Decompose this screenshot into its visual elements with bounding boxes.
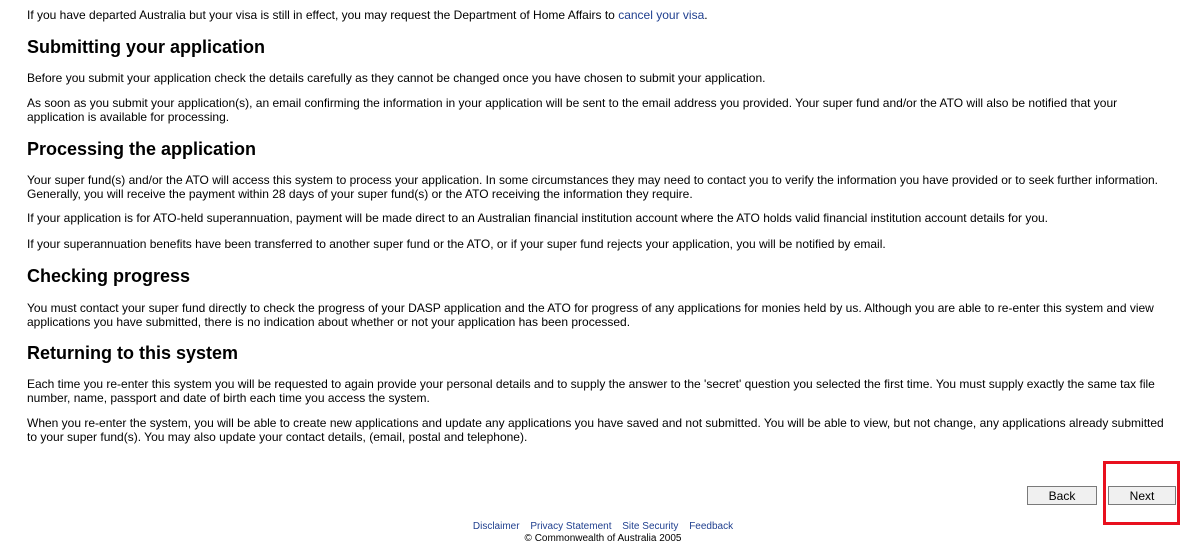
heading-submitting: Submitting your application bbox=[27, 37, 265, 57]
submitting-paragraph-2: As soon as you submit your application(s), an email confirming the information in your application will be sent to the email address you provided. Your super fund and/or the ATO will also be notified that your application is available for processing. bbox=[27, 96, 1118, 124]
checking-paragraph-1: You must contact your super fund directly to check the progress of your DASP application and the ATO for progress of any applications for monies held by us. Although you are able to re-enter this system and view applications you have submitted, there is no indication about whether or not your application has been processed. bbox=[27, 301, 1154, 329]
footer-link-privacy-statement[interactable]: Privacy Statement bbox=[530, 521, 612, 532]
processing-paragraph-1: Your super fund(s) and/or the ATO will access this system to process your application. In some circumstances they may need to contact you to verify the information you have provided or to seek further information. Generally, you will receive the payment within 28 days of your super fund(s) or the ATO receiving the information they require. bbox=[27, 173, 1158, 201]
next-button[interactable]: Next bbox=[1108, 486, 1176, 505]
intro-paragraph bbox=[27, 8, 708, 22]
copyright: © Commonwealth of Australia 2005 bbox=[524, 533, 682, 544]
footer-link-disclaimer[interactable]: Disclaimer bbox=[472, 521, 520, 532]
next-button-highlight bbox=[1103, 461, 1180, 525]
footer-link-site-security[interactable]: Site Security bbox=[622, 521, 679, 532]
processing-paragraph-3: If your superannuation benefits have been transferred to another super fund or the ATO, or if your super fund rejects your application, you will be notified by email. bbox=[27, 237, 886, 251]
back-button[interactable]: Back bbox=[1027, 486, 1097, 505]
intro-text: If you have departed Australia but your visa is still in effect, you may request the Department of Home Affairs to bbox=[27, 8, 619, 22]
heading-checking: Checking progress bbox=[27, 266, 191, 286]
processing-paragraph-2: If your application is for ATO-held superannuation, payment will be made direct to an Australian financial institution account where the ATO holds valid financial institution account details for you. bbox=[27, 211, 1049, 225]
heading-processing: Processing the application bbox=[27, 139, 257, 159]
footer-links bbox=[0, 521, 1200, 533]
heading-returning: Returning to this system bbox=[27, 343, 239, 363]
returning-paragraph-2: When you re-enter the system, you will be able to create new applications and update any applications you have saved and not submitted. You will be able to view, but not change, any applications already submitted to your super fund(s). You may also update your contact details, (email, postal and telephone). bbox=[27, 416, 1164, 444]
footer-link-feedback[interactable]: Feedback bbox=[689, 521, 734, 532]
intro-text-end: . bbox=[704, 8, 708, 22]
returning-paragraph-1: Each time you re-enter this system you will be requested to again provide your personal details and to supply the answer to the 'secret' question you selected the first time. You must supply exactly the same tax file number, name, passport and date of birth each time you access the system. bbox=[27, 377, 1155, 405]
cancel-visa-link[interactable]: cancel your visa bbox=[618, 8, 705, 22]
submitting-paragraph-1: Before you submit your application check the details carefully as they cannot be changed once you have chosen to submit your application. bbox=[27, 71, 766, 85]
